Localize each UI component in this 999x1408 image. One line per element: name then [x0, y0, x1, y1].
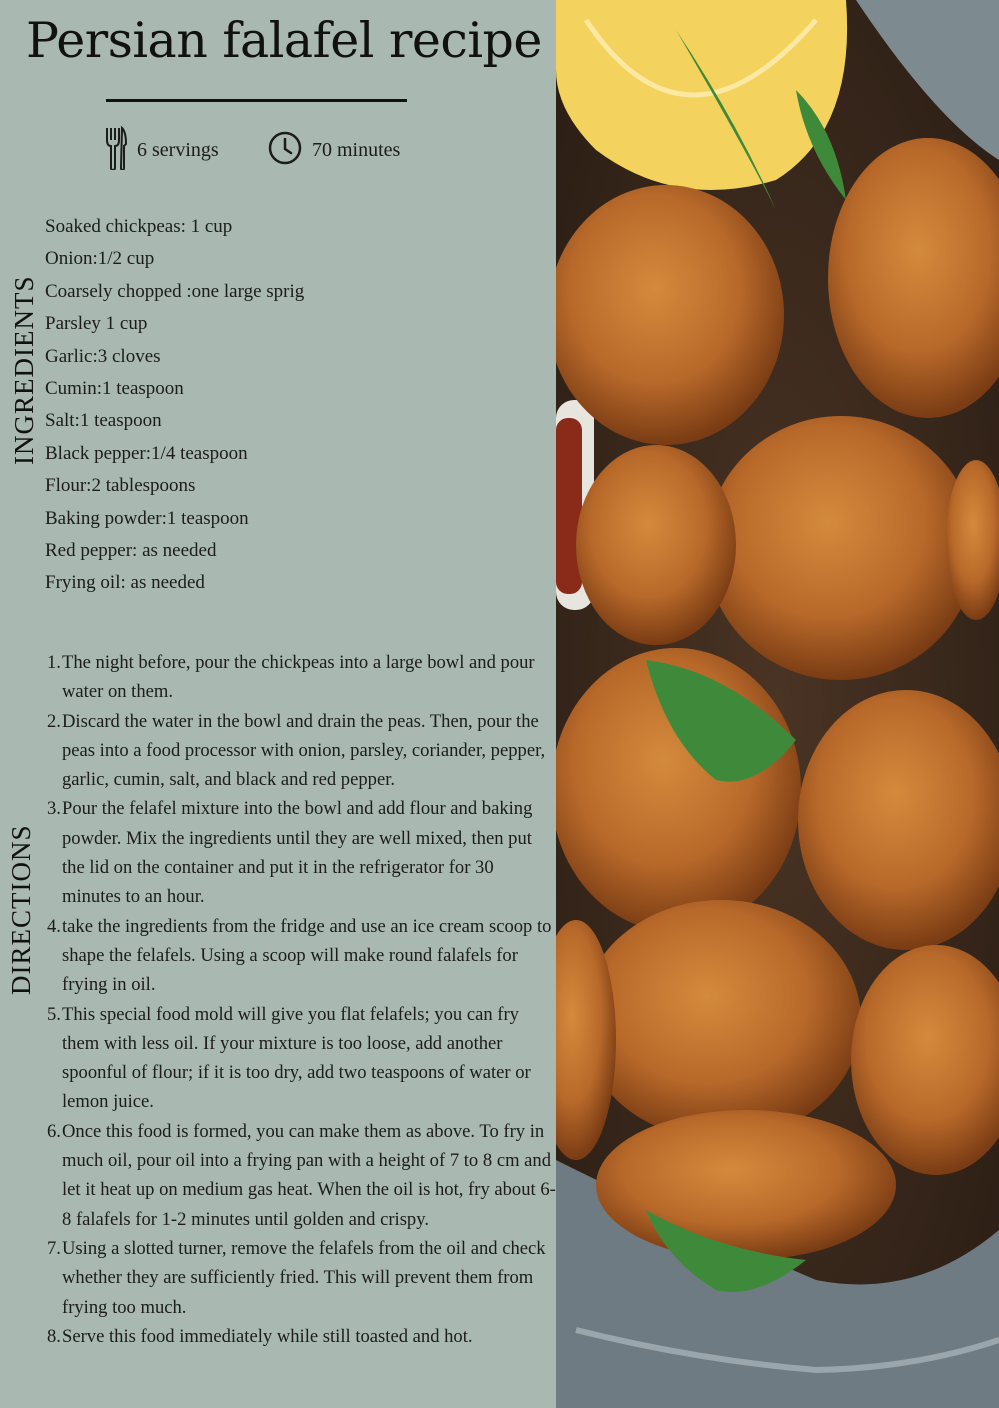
step-text: Discard the water in the bowl and drain the peas. Then, pour the peas into a food processor with onion, parsley, coriander, pepper, garlic, cumin, salt, and black and red pepper. [62, 710, 546, 791]
falafel-photo [556, 0, 999, 1408]
ingredient-item: Parsley 1 cup [45, 313, 148, 335]
step-text: Serve this food immediately while still toasted and hot. [62, 1325, 473, 1347]
direction-step [45, 1234, 557, 1322]
ingredient-item: Coarsely chopped :one large sprig [45, 280, 305, 302]
step-text: The night before, pour the chickpeas into a large bowl and pour water on them. [62, 652, 535, 703]
step-number: 6. [47, 1120, 61, 1142]
ingredient-item: Red pepper: as needed [45, 539, 217, 561]
step-number: 4. [47, 915, 61, 937]
step-text: Once this food is formed, you can make them as above. To fry in much oil, pour oil into a frying pan with a height of 7 to 8 cm and let it heat up on medium gas heat. When the oil is hot, fry about 6-8 falafels for 1-2 minutes until golden and crispy. [62, 1120, 556, 1230]
step-number: 5. [47, 1003, 61, 1025]
direction-step [45, 1117, 557, 1234]
direction-step [45, 707, 557, 795]
ingredient-item: Garlic:3 cloves [45, 345, 161, 367]
step-number: 2. [47, 710, 61, 732]
direction-step [45, 1000, 557, 1117]
ingredient-item: Cumin:1 teaspoon [45, 377, 184, 399]
step-text: Using a slotted turner, remove the felafels from the oil and check whether they are sufficiently fried. This will prevent them from frying too much. [62, 1237, 546, 1318]
direction-step [45, 648, 557, 707]
ingredient-item: Salt:1 teaspoon [45, 410, 162, 432]
directions-list [45, 648, 557, 1351]
step-number: 3. [47, 798, 61, 820]
page-title: Persian falafel recipe [26, 12, 542, 69]
step-number: 7. [47, 1237, 61, 1259]
time-info [268, 128, 400, 172]
ingredient-item: Soaked chickpeas: 1 cup [45, 216, 233, 237]
step-number: 1. [47, 652, 61, 673]
ingredient-item: Black pepper:1/4 teaspoon [45, 442, 248, 464]
ingredient-item: Frying oil: as needed [45, 572, 205, 594]
time-label: 70 minutes [312, 138, 401, 161]
step-text: Pour the felafel mixture into the bowl and add flour and baking powder. Mix the ingredients until they are well mixed, then put the lid on the container and put it in the refrigerator for 30 minutes to an hour. [62, 798, 533, 908]
ingredient-item: Flour:2 tablespoons [45, 475, 196, 497]
step-text: take the ingredients from the fridge and use an ice cream scoop to shape the felafels. Using a scoop will make round falafels for frying in oil. [62, 915, 552, 996]
direction-step [45, 912, 557, 1000]
servings-label: 6 servings [137, 138, 219, 161]
ingredient-item: Onion:1/2 cup [45, 248, 155, 270]
fork-knife-icon [105, 126, 127, 174]
directions-heading: DIRECTIONS [6, 824, 36, 995]
servings-info [105, 128, 219, 172]
step-number: 8. [47, 1325, 61, 1347]
ingredients-list [45, 211, 304, 600]
title-divider [106, 99, 407, 102]
clock-icon [268, 131, 302, 169]
direction-step [45, 794, 557, 911]
step-text: This special food mold will give you flat felafels; you can fry them with less oil. If your mixture is too loose, add another spoonful of flour; if it is too dry, add two teaspoons of water or lemon juice. [62, 1003, 531, 1113]
direction-step [45, 1322, 557, 1351]
ingredient-item: Baking powder:1 teaspoon [45, 507, 249, 529]
ingredients-heading: INGREDIENTS [9, 275, 39, 465]
